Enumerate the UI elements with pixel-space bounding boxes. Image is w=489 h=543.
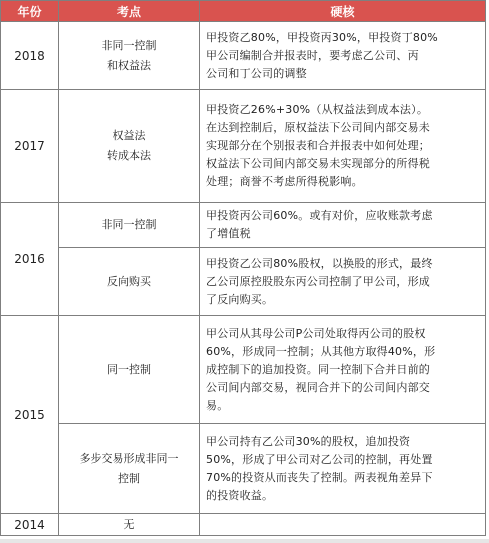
point-cell bbox=[59, 316, 200, 424]
page-bottom-strip bbox=[0, 539, 489, 543]
core-line: 60%，形成同一控制；从其他方取得40%，形 bbox=[206, 344, 436, 358]
point-cell bbox=[59, 22, 200, 90]
point-line: 非同一控制 bbox=[101, 218, 157, 231]
point-line: 反向购买 bbox=[107, 274, 151, 288]
point-line: 权益法 bbox=[112, 129, 146, 142]
core-line: 乙公司原控股股东丙公司控制了甲公司，形成 bbox=[206, 274, 430, 288]
core-cell bbox=[200, 514, 486, 536]
year-cell: 2014 bbox=[1, 514, 59, 536]
table-row bbox=[1, 424, 486, 514]
table-row bbox=[1, 203, 486, 248]
header-point: 考点 bbox=[59, 1, 200, 22]
table-row bbox=[1, 90, 486, 203]
core-cell bbox=[200, 424, 486, 514]
year-cell: 2017 bbox=[1, 90, 59, 203]
core-line: 甲公司持有乙公司30%的股权，追加投资 bbox=[206, 434, 411, 448]
core-line: 了反向购买。 bbox=[206, 292, 274, 306]
core-cell bbox=[200, 203, 486, 248]
core-line: 甲投资乙80%，甲投资丙30%，甲投资丁80% bbox=[206, 30, 438, 44]
header-year: 年份 bbox=[1, 1, 59, 22]
table-row bbox=[1, 316, 486, 424]
core-line: 甲投资乙26%+30%（从权益法到成本法）。 bbox=[206, 103, 429, 116]
year-cell: 2015 bbox=[1, 316, 59, 514]
core-line: 了增值税 bbox=[206, 227, 251, 240]
point-line: 和权益法 bbox=[107, 58, 151, 72]
core-line: 权益法下公司间内部交易未实现部分的所得税 bbox=[206, 157, 430, 170]
point-line: 控制 bbox=[118, 471, 140, 485]
table-row bbox=[1, 248, 486, 316]
point-cell bbox=[59, 203, 200, 248]
table-header-row bbox=[1, 1, 486, 22]
point-line: 无 bbox=[123, 517, 135, 531]
core-line: 公司和丁公司的调整 bbox=[206, 66, 307, 80]
core-cell bbox=[200, 248, 486, 316]
core-cell bbox=[200, 22, 486, 90]
core-line: 甲公司从其母公司P公司处取得丙公司的股权 bbox=[206, 326, 426, 340]
point-line: 非同一控制 bbox=[101, 38, 157, 52]
year-cell: 2016 bbox=[1, 203, 59, 316]
point-cell bbox=[59, 514, 200, 536]
core-cell bbox=[200, 90, 486, 203]
core-line: 甲投资乙公司80%股权，以换股的形式，最终 bbox=[206, 256, 433, 270]
core-line: 甲公司编制合并报表时，要考虑乙公司、丙 bbox=[206, 48, 419, 62]
core-line: 在达到控制后，原权益法下公司间内部交易未 bbox=[206, 121, 430, 134]
core-line: 实现部分在个别报表和合并报表中如何处理； bbox=[206, 139, 430, 152]
core-line: 甲投资丙公司60%。或有对价，应收账款考虑 bbox=[206, 209, 433, 222]
point-cell bbox=[59, 90, 200, 203]
point-line: 同一控制 bbox=[107, 362, 151, 376]
core-line: 70%的投资从而丧失了控制。两表视角差异下 bbox=[206, 470, 433, 484]
header-core: 硬核 bbox=[200, 1, 486, 22]
core-line: 的投资收益。 bbox=[206, 488, 274, 502]
core-line: 公司间内部交易，视同合并下的公司间内部交 bbox=[206, 380, 430, 394]
core-cell bbox=[200, 316, 486, 424]
core-line: 处理；商誉不考虑所得税影响。 bbox=[206, 175, 363, 188]
table-row bbox=[1, 514, 486, 536]
point-cell bbox=[59, 248, 200, 316]
point-line: 多步交易形成非同一 bbox=[79, 451, 179, 465]
point-cell bbox=[59, 424, 200, 514]
core-line: 易。 bbox=[206, 398, 229, 412]
table-row bbox=[1, 22, 486, 90]
year-cell: 2018 bbox=[1, 22, 59, 90]
core-line: 50%，形成了甲公司对乙公司的控制，再处置 bbox=[206, 452, 433, 466]
point-line: 转成本法 bbox=[107, 149, 151, 162]
core-line: 成控制下的追加投资。同一控制下合并日前的 bbox=[206, 362, 430, 376]
